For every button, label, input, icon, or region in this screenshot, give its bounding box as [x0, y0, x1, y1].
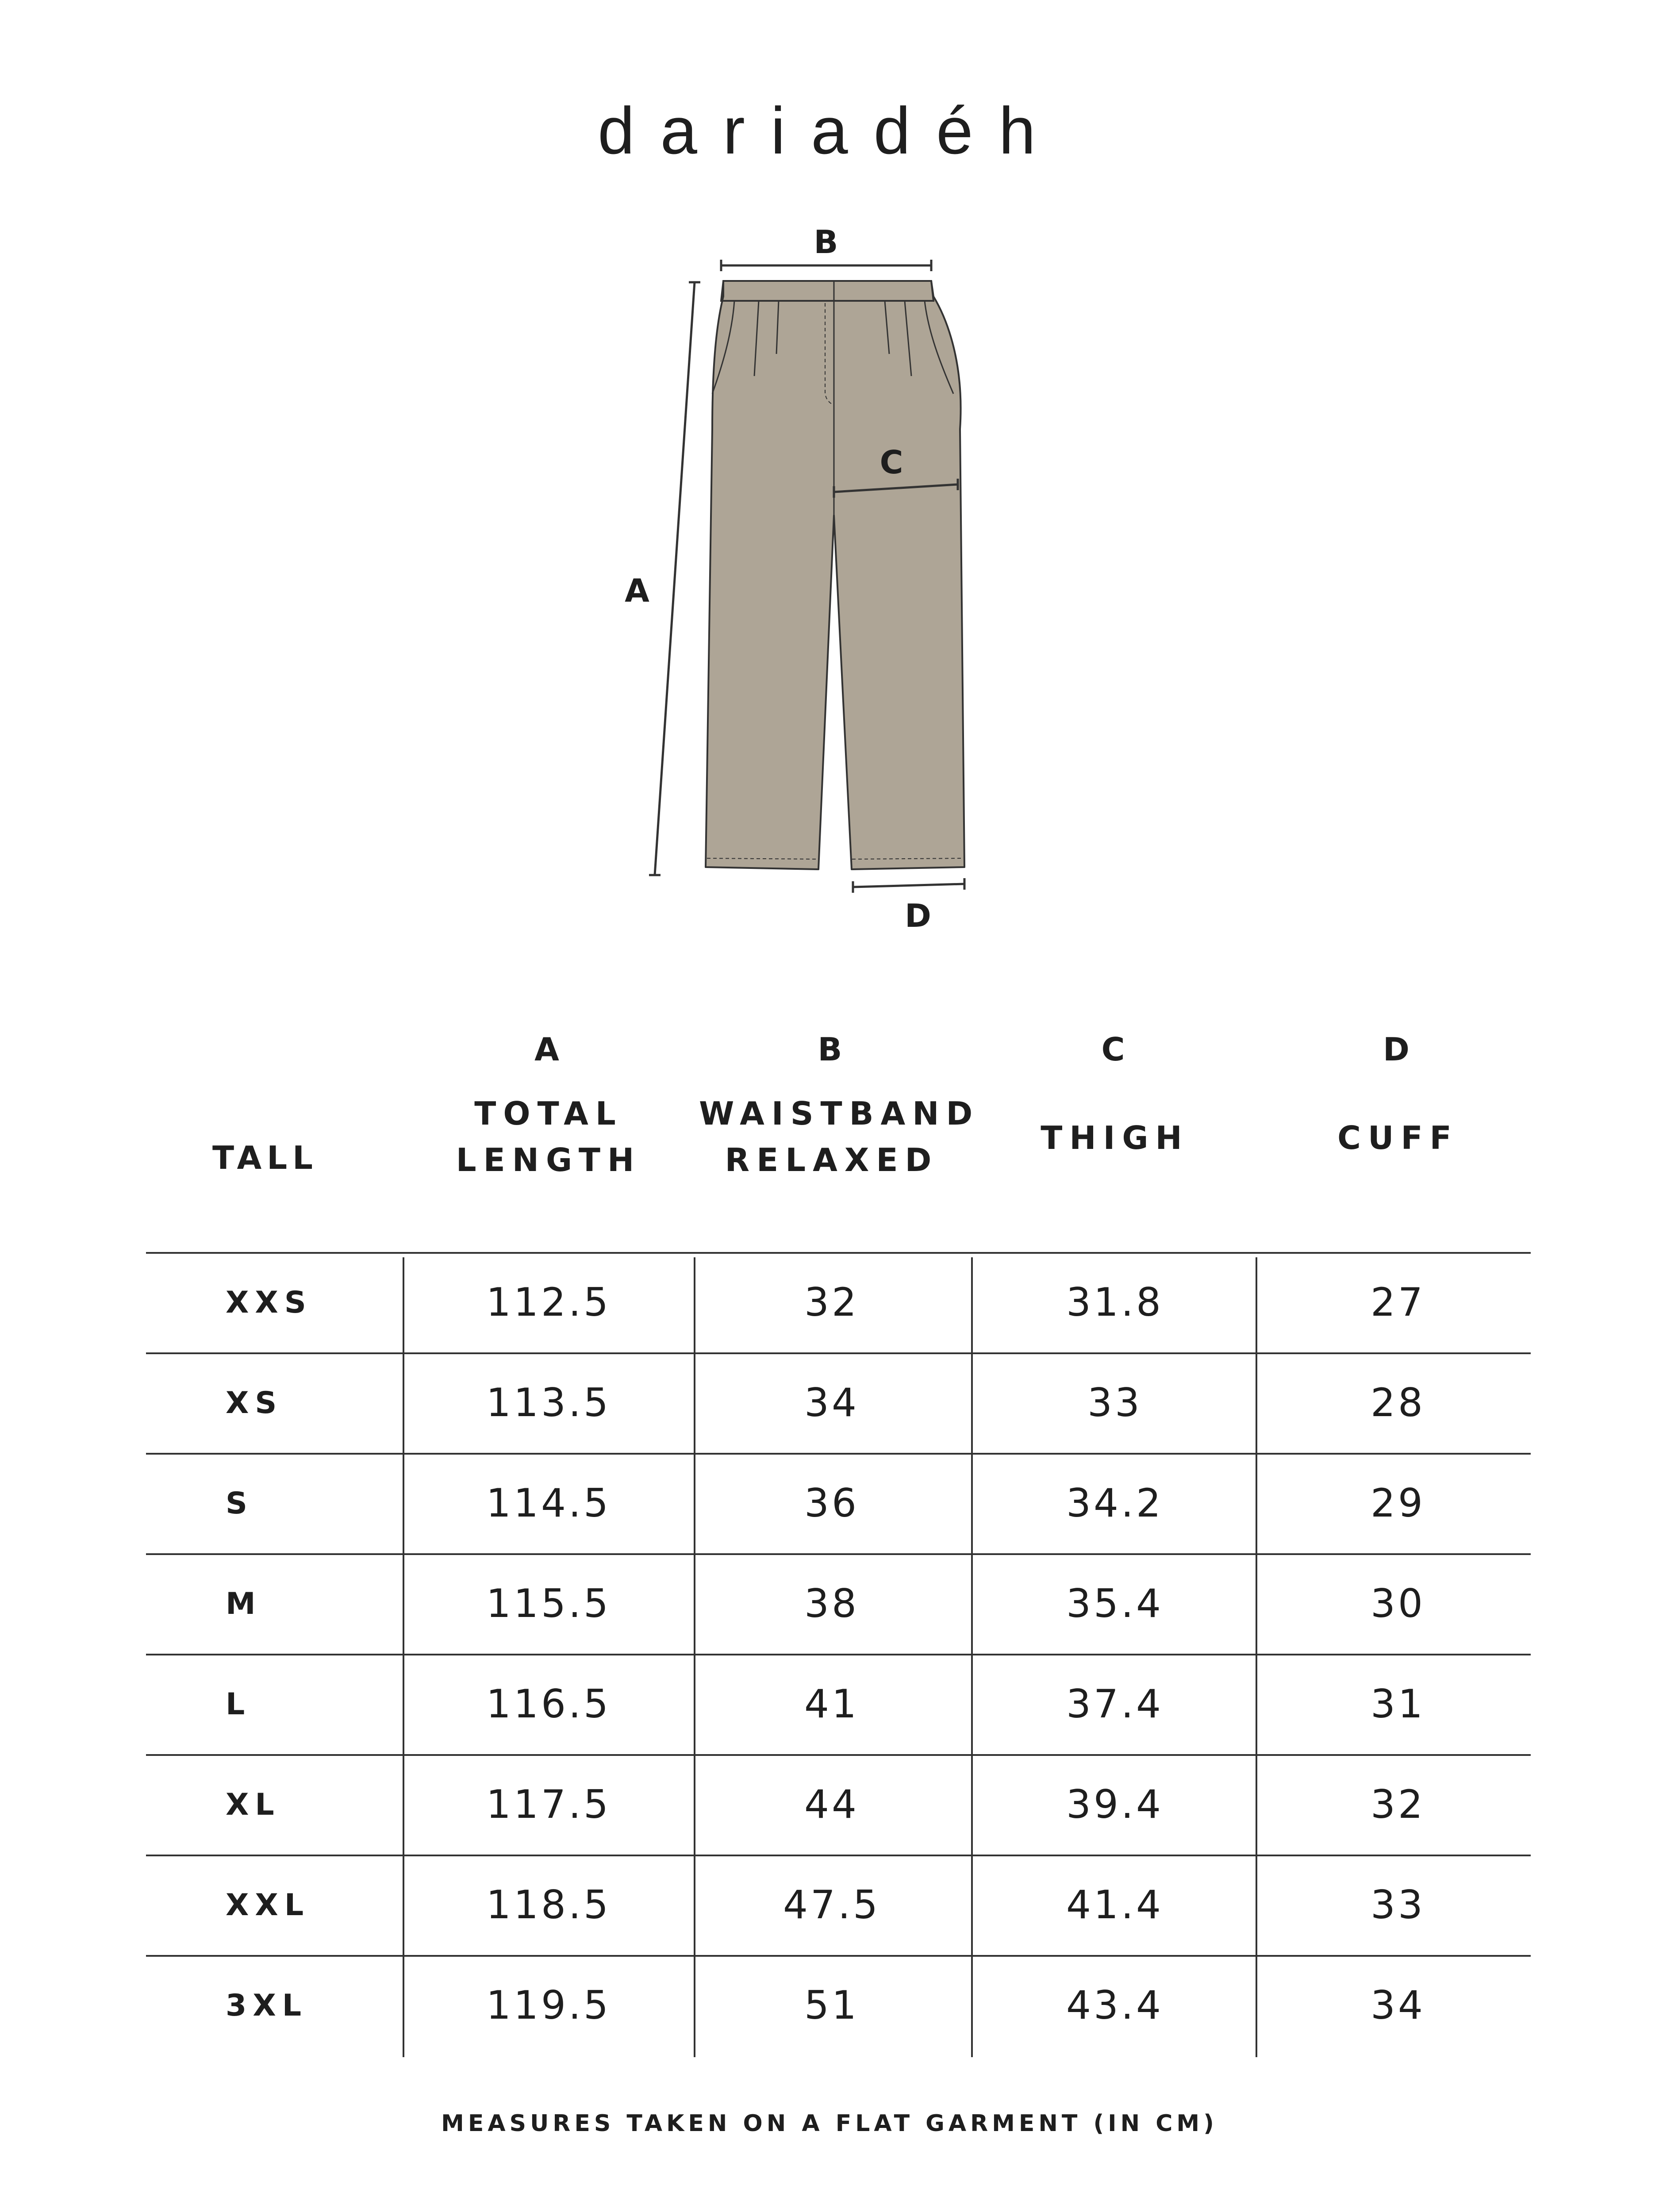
column-letter-b: B [818, 1031, 846, 1068]
row-divider [146, 1553, 1531, 1555]
measure-line-a [655, 282, 695, 875]
size-label: XS [226, 1386, 283, 1421]
column-name-total-length [438, 1091, 659, 1183]
value-total-length: 112.5 [486, 1279, 611, 1325]
column-divider [1256, 1257, 1257, 2057]
value-thigh: 43.4 [1066, 1982, 1164, 2028]
label-d: D [905, 897, 931, 934]
pants-diagram [611, 217, 1009, 947]
value-thigh: 31.8 [1066, 1279, 1164, 1325]
value-waistband: 51 [804, 1982, 859, 2028]
value-thigh: 34.2 [1066, 1480, 1164, 1526]
value-waistband: 34 [804, 1380, 859, 1425]
column-name-line: LENGTH [456, 1141, 641, 1179]
value-waistband: 38 [804, 1581, 859, 1626]
row-divider [146, 1654, 1531, 1655]
value-waistband: 44 [804, 1782, 859, 1827]
column-name-line: THIGH [1041, 1119, 1189, 1156]
size-label: 3XL [226, 1988, 308, 2023]
value-thigh: 35.4 [1066, 1581, 1164, 1626]
value-cuff: 34 [1371, 1982, 1425, 2028]
size-label: XXL [226, 1888, 310, 1923]
column-name-line: RELAXED [725, 1141, 939, 1179]
column-divider [694, 1257, 695, 2057]
column-name-cuff [1287, 1115, 1509, 1161]
value-total-length: 116.5 [486, 1681, 611, 1727]
size-label: XL [226, 1787, 280, 1822]
label-c: C [879, 444, 903, 481]
value-cuff: 29 [1371, 1480, 1425, 1526]
value-cuff: 32 [1371, 1782, 1425, 1827]
row-divider [146, 1352, 1531, 1354]
value-total-length: 118.5 [486, 1882, 611, 1928]
column-name-line: WAISTBAND [699, 1095, 980, 1132]
label-b: B [814, 223, 838, 261]
column-divider [403, 1257, 404, 2057]
value-cuff: 30 [1371, 1581, 1425, 1626]
value-total-length: 117.5 [486, 1782, 611, 1827]
value-cuff: 28 [1371, 1380, 1425, 1425]
row-divider [146, 1453, 1531, 1455]
column-name-thigh [1004, 1115, 1225, 1161]
column-name-line: CUFF [1337, 1119, 1459, 1156]
column-name-line: TOTAL [474, 1095, 623, 1132]
column-letter-c: C [1101, 1031, 1129, 1068]
value-thigh: 33 [1087, 1380, 1142, 1425]
value-thigh: 41.4 [1066, 1882, 1164, 1928]
column-letter-d: D [1383, 1031, 1413, 1068]
measure-line-d [853, 884, 964, 887]
column-divider [971, 1257, 973, 2057]
size-label: M [226, 1586, 262, 1621]
row-header-label: TALL [212, 1139, 319, 1176]
value-waistband: 41 [804, 1681, 859, 1727]
value-waistband: 47.5 [783, 1882, 880, 1928]
table-top-border [146, 1252, 1531, 1254]
value-total-length: 119.5 [486, 1982, 611, 2028]
size-label: S [226, 1486, 253, 1521]
pants-body [706, 281, 964, 869]
size-label: L [226, 1687, 251, 1722]
value-thigh: 39.4 [1066, 1782, 1164, 1827]
value-cuff: 27 [1371, 1279, 1425, 1325]
value-total-length: 115.5 [486, 1581, 611, 1626]
column-letter-a: A [534, 1031, 563, 1068]
value-thigh: 37.4 [1066, 1681, 1164, 1727]
pants-illustration [611, 217, 1009, 947]
row-divider [146, 1754, 1531, 1756]
value-waistband: 36 [804, 1480, 859, 1526]
row-divider [146, 1955, 1531, 1957]
value-total-length: 113.5 [486, 1380, 611, 1425]
size-label: XXS [226, 1285, 312, 1320]
label-a: A [625, 572, 649, 609]
brand-logo: dariadéh [598, 93, 1061, 168]
value-cuff: 31 [1371, 1681, 1425, 1727]
measurement-note: MEASURES TAKEN ON A FLAT GARMENT (IN CM) [441, 2110, 1218, 2137]
value-total-length: 114.5 [486, 1480, 611, 1526]
column-name-waistband-relaxed [699, 1091, 980, 1183]
value-waistband: 32 [804, 1279, 859, 1325]
row-divider [146, 1855, 1531, 1856]
value-cuff: 33 [1371, 1882, 1425, 1928]
